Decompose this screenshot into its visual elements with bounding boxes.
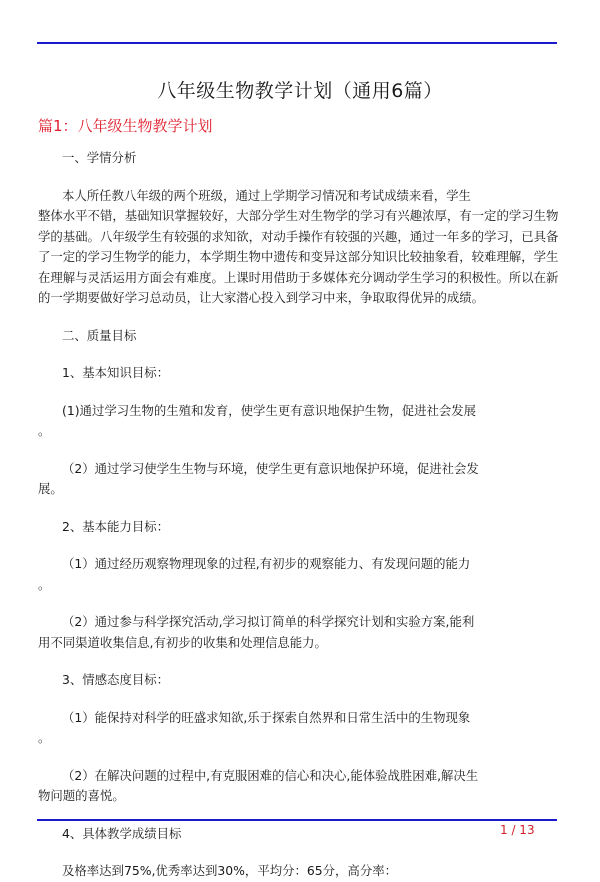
paragraph: 整体水平不错，基础知识掌握较好，大部分学生对生物学的学习有兴趣浓厚，有一定的学习生物学的基础。八年级学生有较强的求知欲，对动手操作有较强的兴趣，通过一年多的学习，已具备了一定的学习生物学的能力，本学期生物中遗传和变异这部分知识比较抽象看，较难理解，学生在理解与灵活运用方面会有难度。上课时用借助于多媒体充分调动学生学习的积极性。所以在新的一学期要做好学习总动员，让大家潜心投入到学习中来，争取取得优异的成绩。 bbox=[38, 208, 559, 305]
subsection-heading: 3、情感态度目标： bbox=[62, 672, 170, 687]
document-title: 八年级生物教学计划（通用6篇） bbox=[157, 80, 443, 102]
chapter-heading: 篇1：八年级生物教学计划 bbox=[38, 117, 213, 135]
list-item-tail: 展。 bbox=[38, 481, 63, 496]
list-item: (1)通过学习生物的生殖和发育，使学生更有意识地保护生物，促进社会发展 bbox=[62, 402, 477, 418]
list-item-tail: 物问题的喜悦。 bbox=[38, 788, 125, 803]
footer-rule bbox=[37, 819, 557, 821]
list-item: （2）通过学习使学生生物与环境，使学生更有意识地保护环境，促进社会发 bbox=[62, 460, 479, 476]
list-item-tail: 用不同渠道收集信息,有初步的收集和处理信息能力。 bbox=[38, 634, 327, 650]
list-item: （1）能保持对科学的旺盛求知欲,乐于探索自然界和日常生活中的生物现象 bbox=[62, 709, 471, 725]
list-item-tail: 。 bbox=[38, 423, 51, 438]
paragraph-line: 本人所任教八年级的两个班级，通过上学期学习情况和考试成绩来看，学生 bbox=[62, 187, 471, 203]
header-rule bbox=[37, 42, 557, 44]
subsection-heading: 1、基本知识目标： bbox=[62, 365, 170, 380]
subsection-heading: 4、具体教学成绩目标 bbox=[62, 825, 182, 841]
section-heading: 二、质量目标 bbox=[62, 327, 137, 343]
page-indicator: 1 / 13 bbox=[500, 823, 535, 837]
list-item: （1）通过经历观察物理现象的过程,有初步的观察能力、有发现问题的能力 bbox=[62, 556, 471, 571]
list-item-tail: 。 bbox=[38, 730, 51, 745]
paragraph: 及格率达到75%,优秀率达到30%，平均分：65分，高分率： bbox=[62, 863, 397, 878]
list-item-tail: 。 bbox=[38, 576, 51, 592]
section-heading: 一、学情分析 bbox=[62, 150, 137, 165]
subsection-heading: 2、基本能力目标： bbox=[62, 518, 170, 534]
list-item: （2）通过参与科学探究活动,学习拟订简单的科学探究计划和实验方案,能利 bbox=[62, 614, 475, 629]
document-body bbox=[38, 148, 560, 882]
list-item: （2）在解决问题的过程中,有克服困难的信心和决心,能体验战胜困难,解决生 bbox=[62, 767, 479, 783]
